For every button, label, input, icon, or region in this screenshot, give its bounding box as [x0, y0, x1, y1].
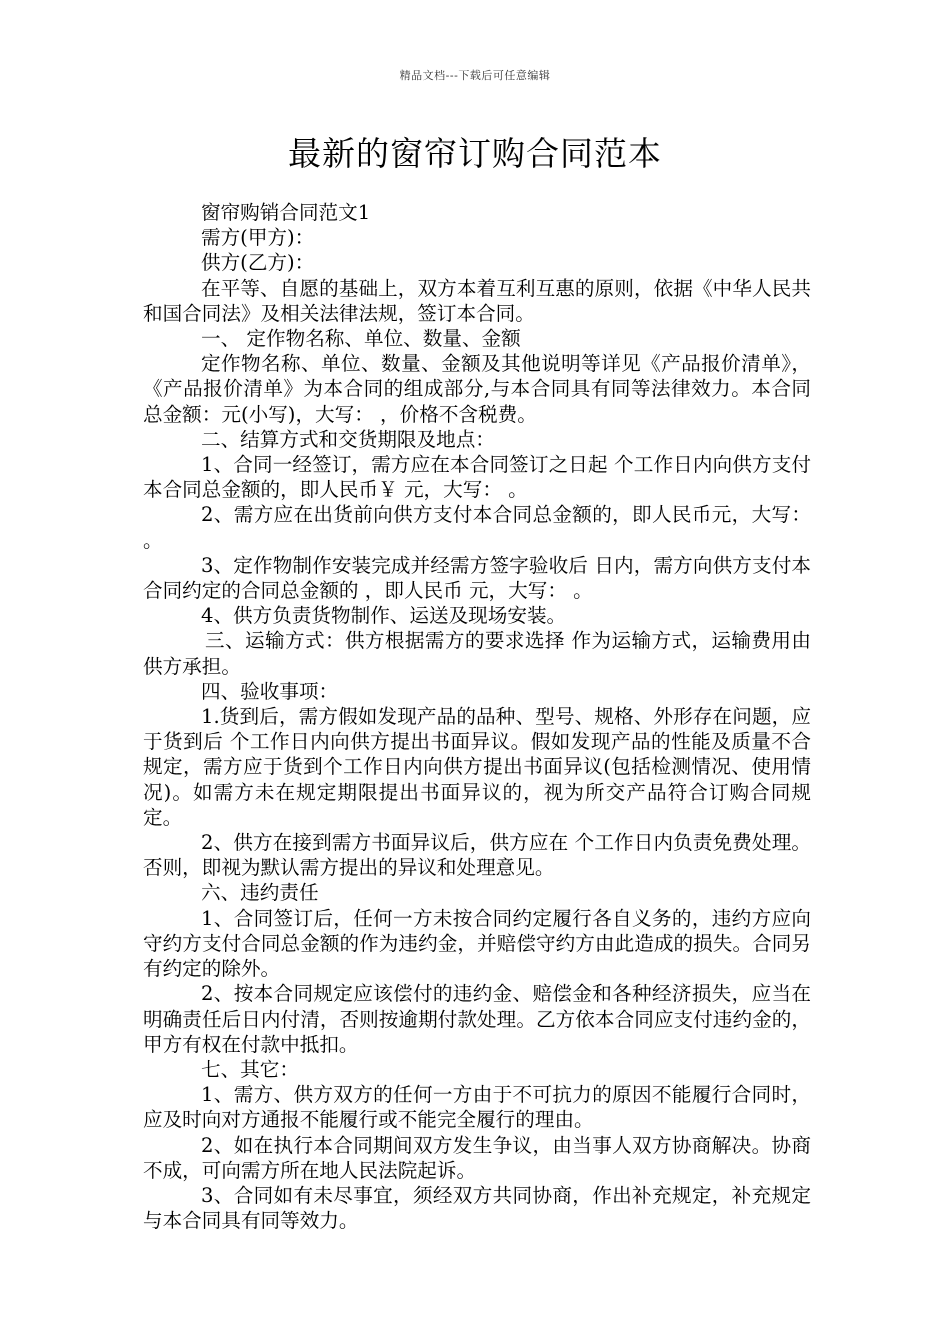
paragraph-payment-1: 1、合同一经签订，需方应在本合同签订之日起 个工作日内向供方支付本合同总金额的，即人民币￥ 元，大写： 。 — [143, 453, 811, 502]
paragraph-liability-1: 1、合同签订后，任何一方未按合同约定履行各自义务的，违约方应向守约方支付合同总金额的作为违约金，并赔偿守约方由此造成的损失。合同另有约定的除外。 — [143, 906, 811, 981]
section-heading-7: 七、其它： — [201, 1057, 299, 1081]
section-heading-2: 二、结算方式和交货期限及地点： — [201, 427, 495, 451]
paragraph-other-3: 3、合同如有未尽事宜，须经双方共同协商，作出补充规定，补充规定与本合同具有同等效力。 — [143, 1183, 811, 1233]
section-heading-4: 四、验收事项： — [201, 679, 339, 703]
paragraph-party-a: 需方(甲方)： — [201, 226, 315, 250]
paragraph-product-details: 定作物名称、单位、数量、金额及其他说明等详见《产品报价清单》，《产品报价清单》为本合同的组成部分,与本合同具有同等法律效力。本合同总金额：元(小写)，大写： ，价格不含税费。 — [143, 352, 811, 426]
paragraph-other-1: 1、需方、供方双方的任何一方由于不可抗力的原因不能履行合同时，应及时向对方通报不能履行或不能完全履行的理由。 — [143, 1083, 811, 1132]
paragraph-inspection-1: 1.货到后，需方假如发现产品的品种、型号、规格、外形存在问题，应于货到后 个工作日内向供方提出书面异议。假如发现产品的性能及质量不合规定，需方应于货到个工作日内向供方提出书面异议(包括检测情况、使用情况)。如需方未在规定期限提出书面异议的，视为所交产品符合订购合同规定。 — [143, 705, 811, 829]
paragraph-subtitle: 窗帘购销合同范文1 — [201, 201, 371, 224]
section-heading-6: 六、违约责任 — [201, 881, 319, 905]
header-note: 精品文档---下载后可任意编辑 — [399, 69, 551, 82]
contract-body — [143, 200, 811, 1233]
section-heading-1: 一、 定作物名称、单位、数量、金额 — [201, 327, 521, 351]
paragraph-payment-4: 4、供方负责货物制作、运送及现场安装。 — [201, 604, 567, 628]
paragraph-liability-2: 2、按本合同规定应该偿付的违约金、赔偿金和各种经济损失，应当在明确责任后日内付清，否则按逾期付款处理。乙方依本合同应支付违约金的，甲方有权在付款中抵扣。 — [143, 982, 811, 1056]
paragraph-inspection-2: 2、供方在接到需方书面异议后，供方应在 个工作日内负责免费处理。否则，即视为默认需方提出的异议和处理意见。 — [143, 831, 811, 880]
document-title: 最新的窗帘订购合同范本 — [288, 134, 662, 173]
paragraph-payment-3: 3、定作物制作安装完成并经需方签字验收后 日内，需方向供方支付本合同约定的合同总金额的 ，即人民币 元，大写： 。 — [143, 553, 811, 603]
section-heading-3: 三、运输方式：供方根据需方的要求选择 作为运输方式，运输费用由供方承担。 — [143, 629, 811, 678]
paragraph-party-b: 供方(乙方)： — [201, 251, 315, 275]
paragraph-payment-2: 2、需方应在出货前向供方支付本合同总金额的，即人民币元，大写： 。 — [143, 503, 811, 552]
paragraph-other-2: 2、如在执行本合同期间双方发生争议，由当事人双方协商解决。协商不成，可向需方所在地人民法院起诉。 — [143, 1133, 811, 1182]
paragraph-intro: 在平等、自愿的基础上，双方本着互利互惠的原则，依据《中华人民共和国合同法》及相关法律法规，签订本合同。 — [143, 276, 811, 325]
